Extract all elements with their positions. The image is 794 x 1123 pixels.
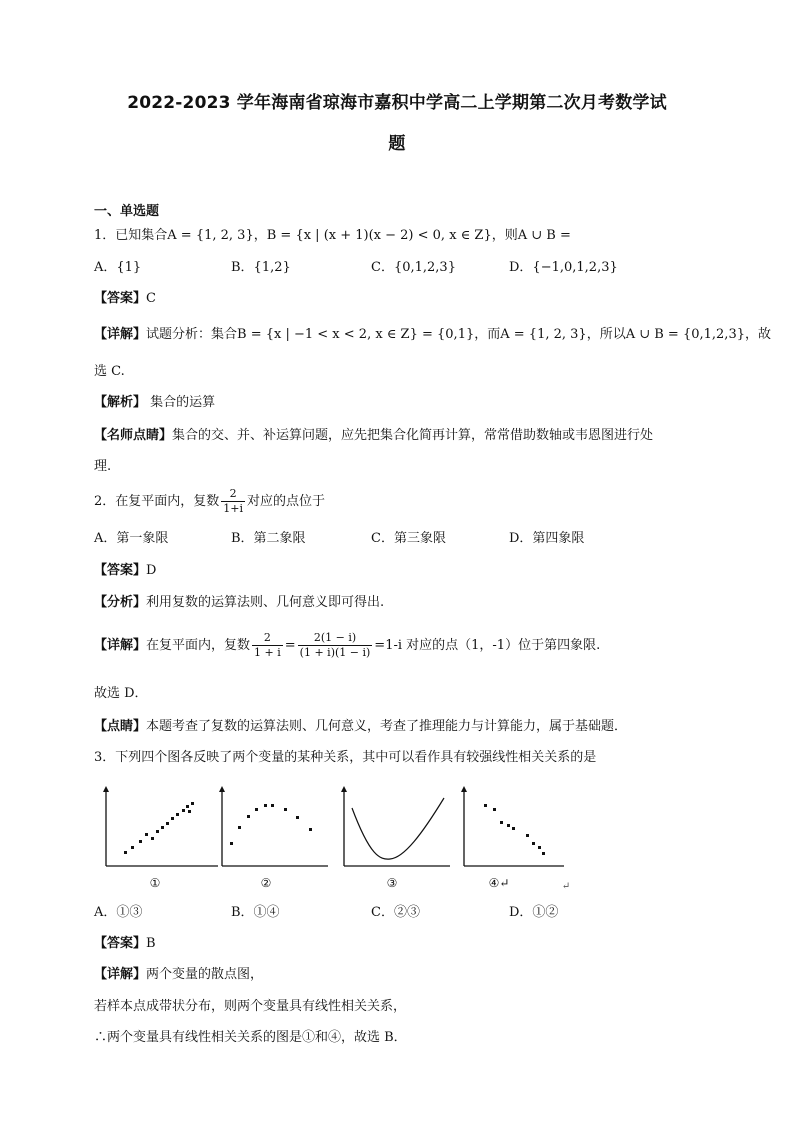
q2-stem-text: 2．在复平面内，复数 — [94, 494, 220, 509]
q2-option-d: D．第四象限 — [509, 531, 585, 546]
q2-answer-value: D — [146, 563, 157, 578]
q1-set-b: B = {x | (x + 1)(x − 2) < 0, x ∈ Z} — [266, 228, 492, 243]
q3-answer — [94, 934, 156, 954]
dianjing-tag: 【点睛】 — [94, 719, 147, 734]
answer-tag: 【答案】 — [94, 936, 147, 951]
q1-answer — [94, 289, 156, 309]
q2-detail-fraction-1 — [252, 631, 283, 660]
fenxi-tag: 【分析】 — [94, 595, 147, 610]
q2-detail-fraction-1-numerator: 2 — [252, 631, 283, 646]
graph-4-y-arrow — [461, 786, 467, 792]
q1-detail-text-e: ，所以 — [586, 327, 626, 342]
scatter-graph-1 — [100, 786, 220, 868]
tip-tag: 【名师点睛】 — [94, 428, 173, 443]
q2-detail-fraction-2-numerator: 2(1 − i) — [298, 631, 373, 646]
q1-analysis-text: 集合的运算 — [146, 395, 216, 410]
answer-tag: 【答案】 — [94, 291, 147, 306]
q2-option-c: C．第三象限 — [371, 531, 446, 546]
graph-3-y-arrow — [341, 786, 347, 792]
q2-detail-fraction-1-denominator: 1 + i — [254, 646, 281, 659]
q1-detail-text-c: ，而 — [474, 327, 501, 342]
q2-dianjing — [94, 717, 627, 737]
q2-fraction-numerator: 2 — [221, 487, 245, 502]
q3-answer-value: B — [146, 936, 156, 951]
q3-option-d: D．①② — [509, 905, 559, 920]
q1-tip — [94, 426, 653, 446]
q2-fenxi — [94, 593, 384, 613]
q1-option-c: C．{0,1,2,3} — [371, 260, 456, 275]
graph-2-caption: ② — [260, 876, 272, 890]
q2-stem — [94, 486, 325, 518]
answer-tag: 【答案】 — [94, 563, 147, 578]
q2-conclude: 故选 D． — [94, 686, 148, 701]
graph-3-curve — [352, 798, 444, 859]
q1-stem-text: 1．已知集合 — [94, 228, 168, 243]
q3-option-b: B．①④ — [231, 905, 280, 920]
q3-detail-line-2: 若样本点成带状分布，则两个变量具有线性相关关系， — [94, 999, 407, 1014]
q2-stem-tail: 对应的点位于 — [247, 494, 326, 509]
q2-dianjing-text: 本题考查了复数的运算法则、几何意义，考查了推理能力与计算能力，属于基础题． — [146, 719, 628, 734]
q1-comma: ， — [253, 228, 267, 243]
q1-analysis — [94, 393, 215, 413]
detail-tag: 【详解】 — [94, 327, 147, 342]
q1-option-a: A．{1} — [94, 260, 142, 275]
graph-3-caption: ③ — [386, 876, 398, 890]
graph-1-y-arrow — [103, 786, 109, 792]
q1-option-d: D．{−1,0,1,2,3} — [509, 260, 618, 275]
q2-answer — [94, 561, 156, 581]
q1-then: ，则 — [491, 228, 518, 243]
q1-detail-union: A ∪ B = {0,1,2,3} — [625, 327, 745, 342]
q2-option-a: A．第一象限 — [94, 531, 169, 546]
detail-tag: 【详解】 — [94, 638, 147, 653]
q1-answer-value: C — [146, 291, 156, 306]
graph-4-points — [484, 804, 545, 855]
q2-detail-fraction-2 — [298, 631, 373, 660]
q1-detail-set-b: B = {x | −1 < x < 2, x ∈ Z} = {0,1} — [237, 327, 475, 342]
document-title-line-2: 题 — [388, 134, 406, 154]
paragraph-return-mark: ↵ — [561, 881, 571, 892]
q1-set-a: A = {1, 2, 3} — [167, 228, 254, 243]
q3-detail-line-3: ∴两个变量具有线性相关关系的图是①和④，故选 B． — [94, 1030, 407, 1045]
q1-option-b: B．{1,2} — [231, 260, 291, 275]
q2-detail-tail: =1-i 对应的点（1，-1）位于第四象限. — [374, 638, 601, 653]
graph-1-points — [124, 802, 194, 854]
q1-tip-line-2: 理. — [94, 459, 112, 474]
q3-detail-text-1: 两个变量的散点图， — [146, 967, 264, 982]
q3-option-c: C．②③ — [371, 905, 420, 920]
q2-detail — [94, 628, 600, 664]
graph-1-caption: ① — [149, 876, 161, 890]
scatter-graph-2 — [218, 786, 330, 868]
q2-detail-text: 在复平面内，复数 — [146, 638, 251, 653]
detail-tag: 【详解】 — [94, 967, 147, 982]
q2-detail-equals: = — [284, 638, 296, 653]
analysis-tag: 【解析】 — [94, 395, 147, 410]
graph-4-caption: ④↵ — [488, 876, 510, 890]
q1-detail — [94, 325, 771, 345]
q3-stem: 3．下列四个图各反映了两个变量的某种关系，其中可以看作具有较强线性相关关系的是 — [94, 750, 597, 765]
q2-fraction-denominator: 1+i — [223, 502, 244, 515]
q1-union: A ∪ B = — [517, 228, 571, 243]
q1-detail-line-2: 选 C. — [94, 364, 125, 379]
q1-tip-text: 集合的交、并、补运算问题，应先把集合化简再计算，常常借助数轴或韦恩图进行处 — [172, 428, 654, 443]
q2-option-b: B．第二象限 — [231, 531, 306, 546]
q2-fenxi-text: 利用复数的运算法则、几何意义即可得出. — [146, 595, 385, 610]
q1-detail-set-a: A = {1, 2, 3} — [500, 327, 587, 342]
curve-graph-3 — [340, 786, 452, 868]
q2-fraction — [221, 487, 245, 516]
q1-detail-text-a: 试题分析：集合 — [146, 327, 238, 342]
q1-detail-text-g: ，故 — [744, 327, 771, 342]
q2-detail-fraction-2-denominator: (1 + i)(1 − i) — [299, 646, 371, 659]
q3-option-a: A．①③ — [94, 905, 143, 920]
document-title-line-1: 2022-2023 学年海南省琼海市嘉积中学高二上学期第二次月考数学试 — [127, 93, 667, 113]
graph-2-points — [230, 804, 312, 845]
q3-detail — [94, 965, 263, 985]
q1-stem — [94, 226, 571, 246]
graph-2-y-arrow — [219, 786, 225, 792]
section-heading: 一、单选题 — [94, 204, 160, 219]
scatter-graph-4 — [460, 786, 566, 868]
